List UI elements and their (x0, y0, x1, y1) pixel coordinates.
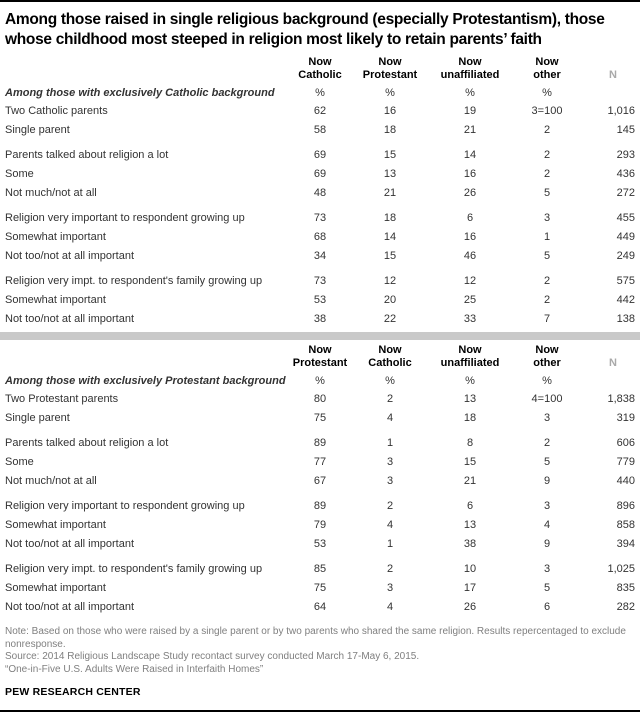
table-row (5, 433, 635, 452)
n-cell: 442 (616, 293, 635, 306)
table-row (5, 164, 635, 183)
value-cell: 13 (463, 518, 477, 531)
row-label: Not much/not at all (5, 186, 97, 199)
value-cell: 2 (543, 293, 551, 306)
column-header-spacer (5, 56, 287, 84)
table-row (5, 559, 635, 578)
section-divider (0, 332, 640, 340)
value-cell: 69 (313, 148, 327, 161)
chart-title-line-2: whose childhood most steeped in religion most likely to retain parents’ faith (5, 30, 542, 48)
value-cell: 12 (383, 274, 397, 287)
percent-cell: % (542, 374, 552, 387)
value-cell: 7 (543, 312, 551, 325)
row-label: Some (5, 455, 34, 468)
column-header-word: unaffiliated (440, 68, 500, 81)
value-cell: 19 (463, 104, 477, 117)
n-cell: 575 (616, 274, 635, 287)
row-label: Religion very impt. to respondent's family growing up (5, 274, 263, 287)
value-cell: 8 (466, 436, 474, 449)
value-cell: 10 (463, 562, 477, 575)
value-cell: 5 (543, 455, 551, 468)
value-cell: 2 (386, 392, 394, 405)
n-cell: 145 (616, 123, 635, 136)
column-header-word: Now (378, 56, 402, 68)
table-row (5, 515, 635, 534)
n-cell: 293 (616, 148, 635, 161)
column-header-word: Now (535, 344, 559, 356)
table-row (5, 101, 635, 120)
value-cell: 3 (386, 455, 394, 468)
value-cell: 4=100 (531, 392, 563, 405)
value-cell: 3 (543, 411, 551, 424)
value-cell: 53 (313, 537, 327, 550)
table-row (5, 183, 635, 202)
value-cell: 15 (383, 249, 397, 262)
row-label: Somewhat important (5, 230, 106, 243)
value-cell: 18 (383, 211, 397, 224)
column-header-word: Catholic (368, 356, 412, 369)
percent-cell: % (542, 86, 552, 99)
value-cell: 75 (313, 411, 327, 424)
value-cell: 85 (313, 562, 327, 575)
value-cell: 15 (463, 455, 477, 468)
column-header-word: Protestant (362, 68, 418, 81)
row-label: Somewhat important (5, 518, 106, 531)
value-cell: 9 (543, 537, 551, 550)
value-cell: 12 (463, 274, 477, 287)
value-cell: 4 (386, 518, 394, 531)
value-cell: 3 (543, 562, 551, 575)
value-cell: 14 (383, 230, 397, 243)
column-header (427, 344, 513, 372)
value-cell: 2 (543, 167, 551, 180)
percent-cell: % (315, 374, 325, 387)
n-cell: 249 (616, 249, 635, 262)
value-cell: 16 (383, 104, 397, 117)
chart-title-line-1: Among those raised in single religious background (especially Protestantism), those (5, 11, 605, 28)
table-row (5, 120, 635, 139)
column-header (513, 344, 581, 372)
row-label: Not too/not at all important (5, 537, 135, 550)
percent-cell: % (385, 86, 395, 99)
value-cell: 4 (386, 411, 394, 424)
n-cell: 1,016 (607, 104, 635, 117)
column-header-word: Now (535, 56, 559, 68)
value-cell: 64 (313, 600, 327, 613)
value-cell: 62 (313, 104, 327, 117)
row-label: Single parent (5, 123, 70, 136)
value-cell: 13 (463, 392, 477, 405)
column-header-n: N (609, 357, 617, 369)
value-cell: 2 (386, 499, 394, 512)
value-cell: 9 (543, 474, 551, 487)
value-cell: 73 (313, 274, 327, 287)
n-cell: 858 (616, 518, 635, 531)
value-cell: 14 (463, 148, 477, 161)
column-header-n: N (609, 69, 617, 81)
footer-notes (5, 626, 635, 676)
row-label: Not too/not at all important (5, 600, 135, 613)
column-header-word: Now (308, 56, 332, 68)
protestant-section-table (5, 344, 635, 616)
value-cell: 17 (463, 581, 477, 594)
n-cell: 436 (616, 167, 635, 180)
column-header-word: Now (458, 344, 482, 356)
n-cell: 835 (616, 581, 635, 594)
row-label: Two Catholic parents (5, 104, 108, 117)
value-cell: 2 (543, 123, 551, 136)
percent-cell: % (465, 374, 475, 387)
column-header-word: Protestant (292, 356, 348, 369)
column-header-row (5, 56, 635, 84)
value-cell: 18 (383, 123, 397, 136)
row-label: Somewhat important (5, 293, 106, 306)
row-label: Religion very important to respondent growing up (5, 211, 245, 224)
percent-cell: % (385, 374, 395, 387)
column-header (513, 56, 581, 84)
chart-title (5, 10, 635, 49)
column-header-word: Catholic (298, 68, 342, 81)
row-label: Two Protestant parents (5, 392, 119, 405)
column-header-word: Now (378, 344, 402, 356)
n-cell: 1,838 (607, 392, 635, 405)
row-label: Parents talked about religion a lot (5, 436, 169, 449)
value-cell: 6 (466, 211, 474, 224)
section-intro-label: Among those with exclusively Catholic background (5, 86, 275, 99)
column-header-word: unaffiliated (440, 356, 500, 369)
percent-cell: % (465, 86, 475, 99)
column-header (353, 344, 427, 372)
value-cell: 48 (313, 186, 327, 199)
table-row (5, 227, 635, 246)
value-cell: 80 (313, 392, 327, 405)
value-cell: 3 (543, 211, 551, 224)
row-label: Single parent (5, 411, 70, 424)
n-cell: 896 (616, 499, 635, 512)
value-cell: 68 (313, 230, 327, 243)
table-row (5, 534, 635, 553)
value-cell: 4 (543, 518, 551, 531)
value-cell: 21 (463, 474, 477, 487)
value-cell: 5 (543, 249, 551, 262)
value-cell: 75 (313, 581, 327, 594)
table-row (5, 471, 635, 490)
value-cell: 3=100 (531, 104, 563, 117)
table-row (5, 271, 635, 290)
column-header-row (5, 344, 635, 372)
table-row (5, 290, 635, 309)
row-label: Some (5, 167, 34, 180)
table-row (5, 208, 635, 227)
value-cell: 3 (386, 474, 394, 487)
n-empty-cell (581, 84, 635, 101)
section-intro-label: Among those with exclusively Protestant background (5, 374, 286, 387)
value-cell: 20 (383, 293, 397, 306)
value-cell: 16 (463, 167, 477, 180)
n-cell: 282 (616, 600, 635, 613)
value-cell: 4 (386, 600, 394, 613)
value-cell: 2 (543, 436, 551, 449)
report-title-text: “One-in-Five U.S. Adults Were Raised in Interfaith Homes” (5, 663, 264, 675)
bottom-rule (0, 710, 640, 712)
value-cell: 77 (313, 455, 327, 468)
table-row (5, 145, 635, 164)
column-header-word: other (533, 68, 561, 81)
n-cell: 138 (616, 312, 635, 325)
value-cell: 16 (463, 230, 477, 243)
row-label: Parents talked about religion a lot (5, 148, 169, 161)
value-cell: 26 (463, 600, 477, 613)
value-cell: 6 (466, 499, 474, 512)
source-text: Source: 2014 Religious Landscape Study recontact survey conducted March 17-May 6, 2015. (5, 651, 420, 662)
value-cell: 38 (463, 537, 477, 550)
value-cell: 1 (386, 436, 394, 449)
value-cell: 22 (383, 312, 397, 325)
column-header (287, 56, 353, 84)
value-cell: 2 (386, 562, 394, 575)
value-cell: 21 (463, 123, 477, 136)
column-header-word: Now (458, 56, 482, 68)
column-header-spacer (5, 344, 287, 372)
value-cell: 18 (463, 411, 477, 424)
top-rule (0, 0, 640, 2)
column-header-word: other (533, 356, 561, 369)
value-cell: 46 (463, 249, 477, 262)
value-cell: 1 (543, 230, 551, 243)
n-cell: 455 (616, 211, 635, 224)
value-cell: 67 (313, 474, 327, 487)
value-cell: 21 (383, 186, 397, 199)
table-row (5, 496, 635, 515)
value-cell: 13 (383, 167, 397, 180)
row-label: Religion very impt. to respondent's family growing up (5, 562, 263, 575)
value-cell: 34 (313, 249, 327, 262)
value-cell: 6 (543, 600, 551, 613)
percent-cell: % (315, 86, 325, 99)
value-cell: 73 (313, 211, 327, 224)
column-header-word: Now (308, 344, 332, 356)
section-intro-row (5, 372, 635, 389)
column-header (287, 344, 353, 372)
table-row (5, 246, 635, 265)
brand-pew-research-center: PEW RESEARCH CENTER (5, 686, 141, 698)
n-cell: 779 (616, 455, 635, 468)
value-cell: 25 (463, 293, 477, 306)
value-cell: 5 (543, 581, 551, 594)
table-row (5, 578, 635, 597)
value-cell: 5 (543, 186, 551, 199)
n-cell: 272 (616, 186, 635, 199)
table-row (5, 597, 635, 616)
row-label: Not too/not at all important (5, 312, 135, 325)
value-cell: 89 (313, 436, 327, 449)
n-empty-cell (581, 372, 635, 389)
note-text: Note: Based on those who were raised by a single parent or by two parents who shared the same religion. Results repercentaged to exclude nonresponse. (5, 626, 626, 650)
column-header (353, 56, 427, 84)
row-label: Religion very important to respondent growing up (5, 499, 245, 512)
n-cell: 1,025 (607, 562, 635, 575)
value-cell: 38 (313, 312, 327, 325)
n-cell: 440 (616, 474, 635, 487)
value-cell: 3 (543, 499, 551, 512)
value-cell: 1 (386, 537, 394, 550)
row-label: Not too/not at all important (5, 249, 135, 262)
table-row (5, 408, 635, 427)
catholic-section-table (5, 56, 635, 328)
value-cell: 53 (313, 293, 327, 306)
table-row (5, 452, 635, 471)
row-label: Not much/not at all (5, 474, 97, 487)
value-cell: 3 (386, 581, 394, 594)
value-cell: 15 (383, 148, 397, 161)
row-label: Somewhat important (5, 581, 106, 594)
value-cell: 33 (463, 312, 477, 325)
n-cell: 394 (616, 537, 635, 550)
value-cell: 26 (463, 186, 477, 199)
column-header (427, 56, 513, 84)
value-cell: 89 (313, 499, 327, 512)
table-row (5, 389, 635, 408)
value-cell: 2 (543, 274, 551, 287)
value-cell: 79 (313, 518, 327, 531)
section-intro-row (5, 84, 635, 101)
table-row (5, 309, 635, 328)
n-cell: 319 (616, 411, 635, 424)
n-cell: 449 (616, 230, 635, 243)
value-cell: 58 (313, 123, 327, 136)
value-cell: 2 (543, 148, 551, 161)
n-cell: 606 (616, 436, 635, 449)
value-cell: 69 (313, 167, 327, 180)
